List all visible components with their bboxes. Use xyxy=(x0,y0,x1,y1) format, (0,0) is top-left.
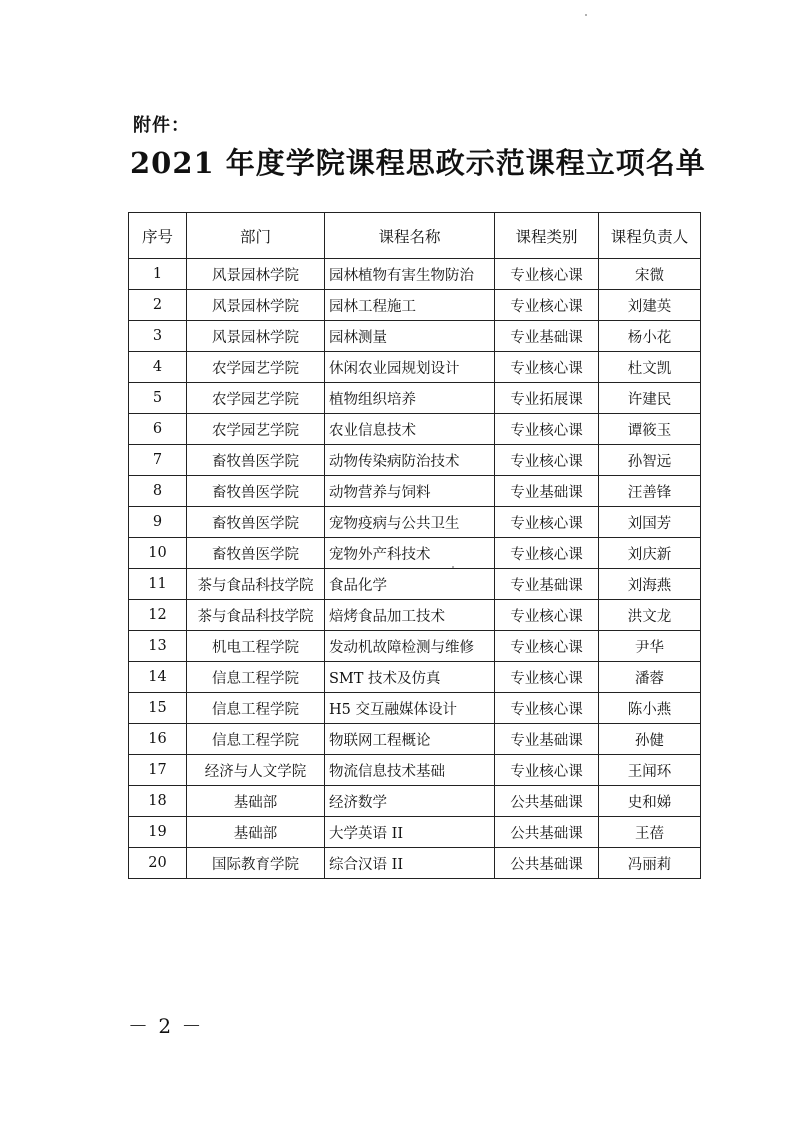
row-department: 信息工程学院 xyxy=(187,693,325,724)
row-department: 信息工程学院 xyxy=(187,724,325,755)
attachment-label: 附件： xyxy=(133,115,190,136)
row-course-name: 园林植物有害生物防治 xyxy=(325,259,495,290)
row-course-name: 农业信息技术 xyxy=(325,414,495,445)
row-course-type: 专业基础课 xyxy=(495,476,599,507)
row-index: 14 xyxy=(129,662,187,693)
row-course-lead: 刘海燕 xyxy=(599,569,701,600)
row-course-name: 园林测量 xyxy=(325,321,495,352)
table-row xyxy=(129,569,701,600)
scan-speck xyxy=(585,14,587,16)
row-index: 15 xyxy=(129,693,187,724)
table-row xyxy=(129,786,701,817)
row-index: 17 xyxy=(129,755,187,786)
row-course-lead: 陈小燕 xyxy=(599,693,701,724)
row-course-name: 物流信息技术基础 xyxy=(325,755,495,786)
row-index: 4 xyxy=(129,352,187,383)
table-row xyxy=(129,662,701,693)
row-department: 机电工程学院 xyxy=(187,631,325,662)
row-department: 风景园林学院 xyxy=(187,290,325,321)
row-index: 1 xyxy=(129,259,187,290)
row-course-name: 综合汉语 II xyxy=(325,848,495,879)
row-course-type: 专业核心课 xyxy=(495,445,599,476)
row-course-name: 经济数学 xyxy=(325,786,495,817)
row-course-name: 物联网工程概论 xyxy=(325,724,495,755)
row-course-lead: 杜文凯 xyxy=(599,352,701,383)
row-index: 13 xyxy=(129,631,187,662)
table-row xyxy=(129,817,701,848)
table-row xyxy=(129,321,701,352)
header-course-name: 课程名称 xyxy=(325,213,495,259)
row-course-type: 专业基础课 xyxy=(495,724,599,755)
row-course-type: 专业核心课 xyxy=(495,693,599,724)
row-course-lead: 刘庆新 xyxy=(599,538,701,569)
row-department: 风景园林学院 xyxy=(187,321,325,352)
table-row xyxy=(129,693,701,724)
page-number: － 2 － xyxy=(128,1014,204,1038)
row-index: 2 xyxy=(129,290,187,321)
row-course-type: 专业核心课 xyxy=(495,755,599,786)
row-index: 8 xyxy=(129,476,187,507)
row-course-lead: 潘蓉 xyxy=(599,662,701,693)
row-department: 基础部 xyxy=(187,817,325,848)
row-course-lead: 汪善锋 xyxy=(599,476,701,507)
table-row xyxy=(129,290,701,321)
row-course-name: H5 交互融媒体设计 xyxy=(325,693,495,724)
row-course-lead: 王闻环 xyxy=(599,755,701,786)
row-department: 基础部 xyxy=(187,786,325,817)
row-course-lead: 孙健 xyxy=(599,724,701,755)
row-course-name: 动物营养与饲料 xyxy=(325,476,495,507)
row-course-type: 专业核心课 xyxy=(495,662,599,693)
row-course-name: 食品化学 xyxy=(325,569,495,600)
row-department: 茶与食品科技学院 xyxy=(187,600,325,631)
row-course-name: 宠物外产科技术 xyxy=(325,538,495,569)
table-row xyxy=(129,507,701,538)
row-department: 畜牧兽医学院 xyxy=(187,538,325,569)
row-department: 信息工程学院 xyxy=(187,662,325,693)
row-department: 茶与食品科技学院 xyxy=(187,569,325,600)
row-course-name: 焙烤食品加工技术 xyxy=(325,600,495,631)
project-list-table xyxy=(128,212,701,879)
row-course-lead: 冯丽莉 xyxy=(599,848,701,879)
row-course-name: 植物组织培养 xyxy=(325,383,495,414)
row-course-type: 公共基础课 xyxy=(495,786,599,817)
row-course-type: 专业核心课 xyxy=(495,631,599,662)
row-department: 农学园艺学院 xyxy=(187,414,325,445)
header-department: 部门 xyxy=(187,213,325,259)
row-index: 20 xyxy=(129,848,187,879)
row-course-name: 发动机故障检测与维修 xyxy=(325,631,495,662)
row-index: 3 xyxy=(129,321,187,352)
row-course-lead: 洪文龙 xyxy=(599,600,701,631)
header-course-lead: 课程负责人 xyxy=(599,213,701,259)
table-body xyxy=(129,259,701,879)
row-course-type: 公共基础课 xyxy=(495,817,599,848)
row-course-name: 动物传染病防治技术 xyxy=(325,445,495,476)
row-course-type: 专业核心课 xyxy=(495,290,599,321)
document-title: 2021 年度学院课程思政示范课程立项名单 xyxy=(130,146,706,180)
row-index: 6 xyxy=(129,414,187,445)
header-index: 序号 xyxy=(129,213,187,259)
row-course-type: 专业基础课 xyxy=(495,569,599,600)
row-course-lead: 孙智远 xyxy=(599,445,701,476)
row-course-name: 休闲农业园规划设计 xyxy=(325,352,495,383)
row-course-type: 专业拓展课 xyxy=(495,383,599,414)
row-index: 16 xyxy=(129,724,187,755)
row-index: 12 xyxy=(129,600,187,631)
table-row xyxy=(129,724,701,755)
table-header-row xyxy=(129,213,701,259)
table-row xyxy=(129,259,701,290)
table-row xyxy=(129,445,701,476)
table-row xyxy=(129,755,701,786)
scan-speck xyxy=(452,566,454,568)
row-department: 风景园林学院 xyxy=(187,259,325,290)
row-course-lead: 王蓓 xyxy=(599,817,701,848)
row-department: 畜牧兽医学院 xyxy=(187,445,325,476)
row-index: 11 xyxy=(129,569,187,600)
row-course-type: 专业核心课 xyxy=(495,352,599,383)
table-row xyxy=(129,631,701,662)
row-course-lead: 尹华 xyxy=(599,631,701,662)
row-department: 经济与人文学院 xyxy=(187,755,325,786)
row-index: 5 xyxy=(129,383,187,414)
row-course-lead: 刘国芳 xyxy=(599,507,701,538)
row-department: 国际教育学院 xyxy=(187,848,325,879)
header-course-type: 课程类别 xyxy=(495,213,599,259)
row-department: 农学园艺学院 xyxy=(187,352,325,383)
row-index: 9 xyxy=(129,507,187,538)
row-course-type: 专业基础课 xyxy=(495,321,599,352)
row-course-name: 宠物疫病与公共卫生 xyxy=(325,507,495,538)
row-index: 18 xyxy=(129,786,187,817)
row-course-lead: 杨小花 xyxy=(599,321,701,352)
row-course-type: 专业核心课 xyxy=(495,538,599,569)
row-course-type: 专业核心课 xyxy=(495,600,599,631)
table-row xyxy=(129,414,701,445)
row-course-type: 专业核心课 xyxy=(495,259,599,290)
table-row xyxy=(129,476,701,507)
row-course-lead: 宋微 xyxy=(599,259,701,290)
row-course-lead: 许建民 xyxy=(599,383,701,414)
row-department: 畜牧兽医学院 xyxy=(187,476,325,507)
row-index: 7 xyxy=(129,445,187,476)
table-row xyxy=(129,848,701,879)
row-course-lead: 谭筱玉 xyxy=(599,414,701,445)
row-course-name: SMT 技术及仿真 xyxy=(325,662,495,693)
row-index: 10 xyxy=(129,538,187,569)
row-department: 畜牧兽医学院 xyxy=(187,507,325,538)
table-row xyxy=(129,600,701,631)
row-course-lead: 史和娣 xyxy=(599,786,701,817)
row-index: 19 xyxy=(129,817,187,848)
row-course-type: 公共基础课 xyxy=(495,848,599,879)
table-row xyxy=(129,352,701,383)
table-row xyxy=(129,383,701,414)
row-course-lead: 刘建英 xyxy=(599,290,701,321)
row-department: 农学园艺学院 xyxy=(187,383,325,414)
row-course-name: 园林工程施工 xyxy=(325,290,495,321)
row-course-type: 专业核心课 xyxy=(495,414,599,445)
row-course-name: 大学英语 II xyxy=(325,817,495,848)
table-row xyxy=(129,538,701,569)
row-course-type: 专业核心课 xyxy=(495,507,599,538)
